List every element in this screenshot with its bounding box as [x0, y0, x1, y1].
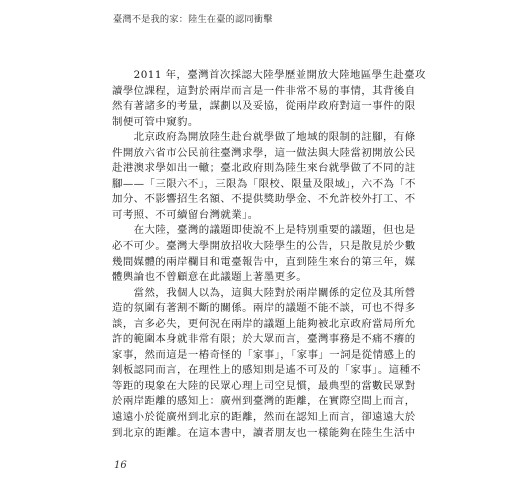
text-line: 談，言多必失，更何況在兩岸的議題上能夠被北京政府當局所允 [112, 317, 416, 330]
text-line: 腳——「三限六不」，三限為「限校、限量及限域」，六不為「不 [112, 177, 416, 190]
text-line: 2011 年，臺灣首次採認大陸學歷並開放大陸地區學生赴臺攻 [112, 69, 426, 81]
text-line: 然有著諸多的考量，謀劃以及妥協，從兩岸政府對這一事件的限 [112, 100, 416, 113]
text-line: 剝板認同而言，在理性上的感知則是遙不可及的「家事」。這種不 [112, 364, 422, 377]
text-line: 讀學位課程，這對於兩岸而言是一件非常不易的事情，其背後自 [112, 84, 416, 97]
text-line: 在大陸，臺灣的議題即使說不上是特別重要的議題，但也是 [112, 224, 416, 237]
text-line: 許的範圍本身就非常有限；於大眾而言，臺灣事務是不痛不癢的 [112, 333, 416, 346]
text-line: 造的氛圍有著割不斷的關係。兩岸的議題不能不談，可也不得多 [112, 302, 416, 315]
text-line: 體輿論也不曾顧意在此議題上著墨更多。 [112, 271, 308, 284]
text-line: 於兩岸距離的感知上：廣州到臺灣的距離，在實際空間上而言， [112, 395, 416, 408]
text-line: 必不可少。臺灣大學開放招收大陸學生的公告，只是散見於少數 [112, 240, 416, 253]
text-line: 赴港澳求學如出一轍；臺北政府則為陸生來台就學做了不同的註 [112, 162, 416, 175]
text-line: 北京政府為開放陸生赴台就學做了地域的限制的註腳，有條 [112, 131, 416, 144]
text-line: 到北京的距離。在這本書中，讀者朋友也一樣能夠在陸生生活中 [112, 426, 416, 439]
text-line: 當然，我個人以為，這與大陸對於兩岸關係的定位及其所營 [112, 286, 416, 299]
running-header: 臺灣不是我的家：陸生在臺的認同衝擊 [113, 14, 273, 25]
text-line: 家事，然而這是一樁奇怪的「家事」，「家事」一詞是從情感上的 [112, 348, 416, 361]
text-line: 等距的現象在大陸的民眾心理上司空見慣，最典型的當數民眾對 [112, 379, 416, 392]
body-text [112, 68, 426, 441]
text-line: 幾間媒體的兩岸欄目和電臺報告中，直到陸生來台的第三年，媒 [112, 255, 416, 268]
text-line: 制便可管中窺豹。 [112, 115, 199, 128]
text-line: 加分、不影響招生名額、不提供獎助學金、不允許校外打工、不 [112, 193, 416, 206]
page-number: 16 [114, 460, 127, 471]
text-line: 遠遠小於從廣州到北京的距離，然而在認知上而言，卻遠遠大於 [112, 411, 416, 424]
text-line: 可考照、不可續留台灣就業」。 [112, 208, 259, 221]
text-line: 件開放六省市公民前往臺灣求學，這一做法與大陸當初開放公民 [112, 146, 416, 159]
